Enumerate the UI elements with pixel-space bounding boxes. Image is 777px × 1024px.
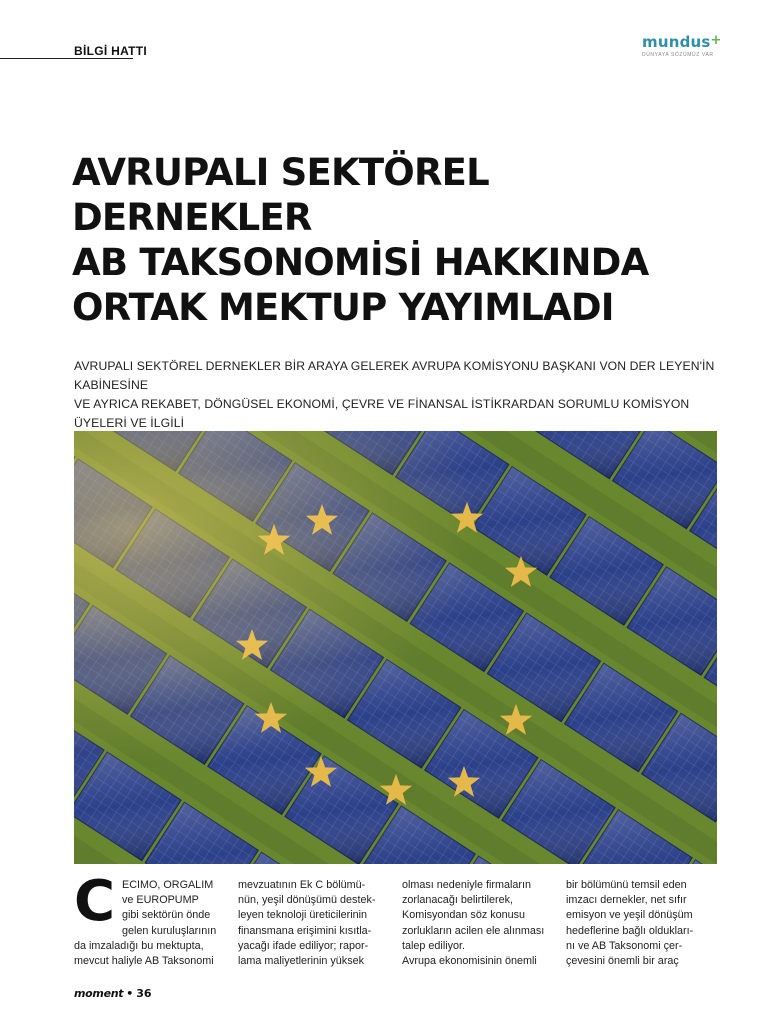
body-line: bir bölümünü temsil eden xyxy=(566,879,687,891)
body-line: zorlukların acilen ele alınması xyxy=(402,924,545,937)
brand-tagline: DÜNYAYA SÖZÜMÜZ VAR xyxy=(642,52,714,58)
headline-line: ORTAK MEKTUP YAYIMLADI xyxy=(72,286,614,329)
brand-name: mundus xyxy=(642,33,711,51)
headline-line: AB TAKSONOMİSİ HAKKINDA xyxy=(72,241,649,284)
page-number: 36 xyxy=(136,987,152,1000)
body-column-3 xyxy=(402,878,552,969)
lead-line: AVRUPALI SEKTÖREL DERNEKLER BİR ARAYA GELEREK AVRUPA KOMİSYONU BAŞKANI VON DER LEYEN'İN KABİNESİNE xyxy=(74,359,715,392)
body-line: nün, yeşil dönüşümü destek- xyxy=(238,894,376,907)
body-column-1 xyxy=(74,878,224,969)
body-line: leyen teknoloji üreticilerinin xyxy=(238,909,368,922)
body-line: emisyon ve yeşil dönüşüm xyxy=(566,909,693,922)
brand-plus: + xyxy=(710,33,722,48)
lead-line: VE AYRICA REKABET, DÖNGÜSEL EKONOMİ, ÇEVRE VE FİNANSAL İSTİKRARDAN SORUMLU KOMİSYON ÜYELERİ VE İLGİLİ xyxy=(74,397,690,430)
body-line: ve EUROPUMP xyxy=(122,894,199,907)
body-line: nı ve AB Taksonomi çer- xyxy=(566,939,683,952)
solar-panels-photo xyxy=(74,431,717,864)
body-line: imzacı dernekler, net sıfır xyxy=(566,894,687,907)
body-line: lama maliyetlerinin yüksek xyxy=(238,955,365,968)
brand-logo xyxy=(642,33,722,58)
body-line: çevesini önemli bir araç xyxy=(566,955,679,968)
body-line: zorlanacağı belirtilerek, xyxy=(402,894,514,907)
body-line: finansmana erişimini kısıtla- xyxy=(238,924,372,937)
page-footer xyxy=(74,987,152,1000)
body-line: gelen kuruluşlarının xyxy=(122,924,217,937)
body-line: yacağı ifade ediliyor; rapor- xyxy=(238,939,369,952)
sunlight-overlay xyxy=(74,431,717,864)
headline-line: DERNEKLER xyxy=(72,196,312,239)
section-label: BİLGİ HATTI xyxy=(74,44,148,58)
body-line: mevcut haliyle AB Taksonomi xyxy=(74,955,214,968)
body-line: gibi sektörün önde xyxy=(122,909,211,922)
body-line: hedeflerine bağlı oldukları- xyxy=(566,924,694,937)
brand-name-wrap xyxy=(642,33,722,51)
body-line: ECIMO, ORGALIM xyxy=(122,879,214,891)
body-column-4 xyxy=(566,878,716,969)
header-rule xyxy=(0,58,133,59)
headline-line: AVRUPALI SEKTÖREL xyxy=(72,151,489,194)
body-line: Avrupa ekonomisinin önemli xyxy=(402,955,537,968)
drop-cap: C xyxy=(74,869,116,934)
magazine-logo: moment xyxy=(74,987,124,1000)
body-line: talep ediliyor. xyxy=(402,939,466,952)
body-line: da imzaladığı bu mektupta, xyxy=(74,939,204,952)
solar-panels-illustration xyxy=(74,431,717,864)
body-line: olması nedeniyle firmaların xyxy=(402,879,532,891)
body-line: Komisyondan söz konusu xyxy=(402,909,526,922)
footer-separator: • xyxy=(126,987,134,1000)
body-column-2 xyxy=(238,878,388,969)
article-headline xyxy=(72,150,712,330)
body-line: mevzuatının Ek C bölümü- xyxy=(238,879,366,891)
